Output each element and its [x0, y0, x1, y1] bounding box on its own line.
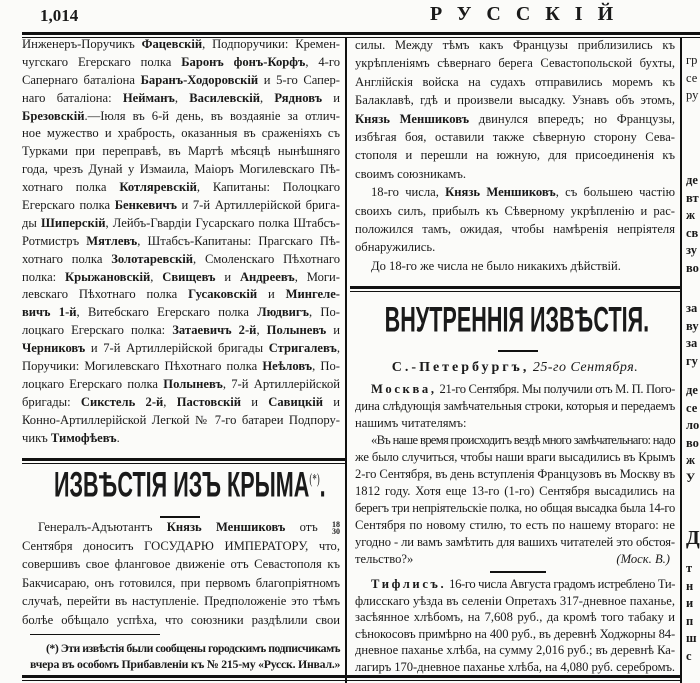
- dateline-city: С.-Петербургъ,: [391, 360, 530, 375]
- text-line: Поручики: Могилевскаго Пѣхотнаго полка Неѣловъ, По-: [22, 359, 341, 374]
- crimea-heading: [54, 465, 326, 505]
- bold-name: Золотаревскій: [111, 251, 193, 266]
- text-line: [355, 381, 675, 398]
- date-fraction: [332, 521, 340, 535]
- bold-name: Стригалевъ: [268, 341, 337, 356]
- fragment-text: с: [686, 648, 692, 663]
- bold-name: Пастовскій: [176, 394, 241, 409]
- fragment-text: за: [686, 301, 698, 315]
- text-line: избѣгая боя, оставили также сѣверную сторону Сева-: [355, 129, 675, 144]
- text-line: засѣянное хлѣбомъ, на 7,608 руб., да кромѣ того табаку и: [355, 610, 675, 624]
- fragment-text: св: [686, 225, 699, 240]
- text-line: Турками при переправѣ, въ Мартѣ мѣсяцѣ нынѣшняго: [22, 144, 340, 159]
- bold-name: Баранъ-Ходоровскій: [140, 72, 259, 87]
- fragment-text: ву: [686, 318, 699, 333]
- bold-name: Бенкевичъ: [114, 198, 177, 213]
- bottom-rule-thin: [22, 680, 682, 681]
- text-line: тельство?»: [355, 552, 414, 566]
- fragment-text: за: [686, 336, 698, 350]
- text-line: дина слѣдующія замѣчательныя строки, которыя и передаемъ: [355, 399, 675, 413]
- footnote: [30, 640, 340, 672]
- column-divider: [345, 38, 347, 683]
- fragment-text: и: [686, 596, 694, 610]
- crimea-continued: [355, 36, 675, 275]
- fragment-text: се: [686, 400, 698, 415]
- text-line: левскаго Пѣхотнаго полка Гусаковскій и Мингеле-: [22, 287, 340, 302]
- text-line: лоцкаго Егерскаго полка: Затаевичъ 2-й, Полыневъ и: [22, 323, 341, 338]
- heading-underline: [498, 350, 538, 352]
- city-tiflis: Тифлисъ.: [371, 577, 447, 591]
- bold-name: Нейманъ: [122, 90, 175, 105]
- fragment-text: п: [686, 613, 694, 628]
- text-line: [22, 518, 340, 537]
- bold-name: Князь Меншиковъ: [445, 185, 556, 200]
- text-line: Черниковъ и 7-й Артиллерійской бригады Стригалевъ,: [22, 341, 340, 356]
- adjacent-column-fragment: [686, 382, 699, 487]
- bold-name: Тимофѣевъ: [50, 430, 117, 445]
- text-line: вчера въ особомъ Прибавленіи къ № 215-му «Русск. Инвал.»: [30, 657, 341, 671]
- article-separator: [490, 571, 546, 573]
- text-line: сѣнокосовъ примѣрно на 400 руб., въ деревнѣ Ходжорны 84-: [355, 626, 676, 641]
- text-line: 18-го числа, Князь Меншиковъ, съ большею частію: [371, 185, 675, 200]
- moscow-first-line: 21-го Сентября. Мы получили отъ М. П. Пого-: [439, 382, 676, 396]
- bold-name: Полыневъ: [266, 323, 327, 338]
- text-line: стополя и перешли на южную, для присоединенія къ: [355, 148, 675, 163]
- adjacent-column-fragment: [686, 52, 698, 105]
- footnote-rule: [30, 634, 160, 635]
- fraction-bottom: 30: [332, 527, 340, 537]
- text-line: [355, 576, 675, 593]
- adjacent-column-fragment: [686, 300, 699, 370]
- text-line: хотнаго полка Золотаревскій, Смоленскаго Пѣхотнаго: [22, 251, 340, 266]
- domestic-heading: [384, 300, 650, 340]
- bold-name: Неѣловъ: [262, 359, 313, 374]
- text-line: болѣе обѣщало успѣха, что союзники раздѣлили свои: [22, 612, 340, 627]
- column-divider: [680, 38, 682, 683]
- text-line: чикъ Тимофѣевъ.: [22, 430, 120, 445]
- text-line: Ротмистръ Мятлевъ, Штабсъ-Капитаны: Прагскаго Пѣ-: [22, 233, 340, 248]
- text-line: Брезовскій.—Іюля въ 6-й день, въ воздаяніе за отлич-: [22, 108, 340, 123]
- awards-text: [22, 36, 340, 447]
- text-line: лоцкаго Егерскаго полка Полыневъ, 7-й Артиллерійской: [22, 376, 340, 391]
- header-rule: [22, 32, 700, 35]
- bold-name: Людвигъ: [257, 305, 309, 320]
- page-number: 1,014: [40, 6, 79, 25]
- section-rule: [350, 286, 680, 289]
- text-line: Сапернаго баталіона Баранъ-Ходоровскій и 5-го Сапер-: [22, 72, 340, 87]
- domestic-heading-text: ВНУТРЕННІЯ ИЗВѢСТІЯ: [384, 300, 644, 340]
- text-line: своимъ союзникамъ.: [355, 166, 467, 181]
- text-line: Сентября доноситъ ГОСУДАРЮ ИМПЕРАТОРУ, что,: [22, 538, 340, 553]
- fragment-text: гр: [686, 53, 698, 67]
- fraction-top: 18: [332, 520, 340, 530]
- adjacent-column-fragment: [686, 560, 697, 665]
- text-line: года, чрезъ Дунай у Измаила, Маіоръ Могилевскаго Пѣ-: [22, 162, 340, 177]
- domestic-news: [355, 381, 675, 568]
- fragment-text: ру: [686, 88, 699, 102]
- text-line: хотнаго полка Котляревскій, Капитаны: Полоцкаго: [22, 180, 340, 195]
- section-rule: [22, 458, 345, 461]
- text-line: Князь Меншиковъ двинулся впередъ; но Французы,: [355, 111, 675, 126]
- text-line: 2-го Сентября, въ день вступленія Французовъ въ Москву въ: [355, 467, 676, 481]
- text-line: бригады: Сикстель 2-й, Пастовскій и Савицкій и: [22, 394, 341, 409]
- text-line: нашимъ читателямъ:: [355, 416, 467, 430]
- text-line: Бакчисараю, онъ готовился, при первомъ благопріятномъ: [22, 575, 340, 590]
- crimea-first-line: Генералъ-Адъютантъ Князь Меншиковъ отъ: [38, 520, 318, 534]
- text-line: своихъ силъ, прибылъ къ Сѣверному укрѣпленію и рас-: [355, 203, 675, 218]
- quote-source: (Моск. В.): [616, 552, 670, 566]
- bold-name: Андреевъ: [239, 269, 295, 284]
- bottom-rule: [22, 675, 682, 678]
- fragment-text: де: [686, 383, 698, 397]
- text-line: же было случиться, чтобы наши враги высадились въ Крымъ: [355, 450, 676, 464]
- bold-name: Василевскій: [189, 90, 261, 105]
- footnote-mark: (*): [309, 471, 320, 488]
- tiflis-news: [355, 576, 675, 675]
- section-rule-thin: [350, 291, 680, 292]
- text-line: Егерскаго полка Бенкевичъ и 7-й Артиллерійской брига-: [22, 198, 340, 213]
- crimea-article: [22, 518, 340, 629]
- dateline-date: 25-го Сентября.: [532, 360, 639, 375]
- fragment-text: се: [686, 70, 698, 85]
- bold-name: Гусаковскій: [188, 287, 258, 302]
- text-line: лагиръ 170-дневное паханье хлѣба, на 4,080 руб. серебромъ.: [355, 659, 675, 674]
- text-line: (*) Эти извѣстія были сообщены городскимъ подписчикамъ: [46, 641, 340, 655]
- text-line: полка: Крыжановскій, Свищевъ и Андреевъ, Моги-: [22, 269, 340, 284]
- text-line: обнаружились.: [355, 240, 436, 255]
- fragment-text: н: [686, 578, 694, 593]
- bold-name: Мятлевъ: [86, 233, 138, 248]
- fragment-text: ж: [686, 453, 696, 467]
- fragment-text: У: [686, 470, 696, 485]
- fragment-text: Д: [686, 527, 700, 549]
- text-line: чугскаго Егерскаго полка Баронъ фонъ-Корфъ, 4-го: [22, 54, 340, 69]
- bold-name: Савицкій: [268, 394, 323, 409]
- text-line: ное мужество и храбрость, оказанныя въ сраженіяхъ съ: [22, 126, 340, 141]
- crimea-heading-text: ИЗВѢСТІЯ ИЗЪ КРЫМА: [54, 465, 310, 505]
- text-line: До 18-го же числа не было никакихъ дѣйствій.: [371, 258, 621, 273]
- text-line: Конно-Артиллерійской Легкой № 7-го батареи Подпору-: [22, 412, 340, 427]
- text-line: силы. Между тѣмъ какъ Французы приблизились къ: [355, 38, 675, 52]
- heading-period: .: [319, 465, 326, 505]
- text-line: Сентября по новому стилю, то есть по нашему втораго: не: [355, 518, 675, 532]
- fragment-text: во: [686, 260, 699, 275]
- fragment-text: ло: [686, 418, 700, 432]
- text-line: совершивъ свое фланговое движеніе отъ Севастополя къ: [22, 557, 340, 571]
- bold-name: Полыневъ: [163, 376, 223, 391]
- bold-name: Затаевичъ 2-й: [172, 323, 257, 338]
- fragment-text: ш: [686, 631, 697, 645]
- bold-name: Шиперскій: [40, 215, 106, 230]
- text-line: Балаклавѣ, гдѣ и произвели высадку. Узнавъ объ этомъ,: [355, 93, 675, 108]
- text-line: Инженеръ-Поручикъ Фацевскій, Подпоручики: Кремен-: [22, 37, 340, 51]
- bold-name: Котляревскій: [119, 180, 197, 195]
- bold-name: Баронъ фонъ-Корфъ: [181, 54, 306, 69]
- text-line: наго баталіона: Нейманъ, Василевскій, Рядновъ и: [22, 90, 341, 105]
- fragment-text: зу: [686, 243, 698, 257]
- bold-name: Сикстель 2-й: [80, 394, 164, 409]
- heading-period: .: [643, 300, 650, 340]
- fragment-text: т: [686, 561, 693, 575]
- adjacent-column-fragment: [686, 527, 700, 549]
- bold-name: Фацевскій: [141, 37, 203, 51]
- fragment-text: ж: [686, 208, 696, 222]
- bold-name: Князь Меншиковъ: [355, 111, 470, 126]
- text-line: укрѣпленіямъ сѣвернаго берега Севастопольской бухты,: [355, 56, 675, 71]
- fragment-text: во: [686, 435, 699, 450]
- bold-name: Черниковъ: [22, 341, 86, 356]
- bold-name: Брезовскій: [22, 108, 85, 123]
- city-moscow: Москва,: [371, 382, 437, 396]
- text-line: флисскаго уѣзда въ селеніи Опретахъ 317-дневное паханье,: [355, 593, 675, 608]
- text-line: «Въ наше время происходитъ вездѣ много замѣчательнаго: надо: [371, 433, 675, 447]
- text-line: 1812 году. Хотя еще 13-го (1-го) Сентября высадились на: [355, 484, 675, 498]
- text-line: дневное паханье хлѣба, на сумму 2,016 руб.; въ деревнѣ Ка-: [355, 643, 675, 657]
- bold-name: Мингеле-: [285, 287, 340, 302]
- bold-name: Рядновъ: [274, 90, 323, 105]
- bold-name: Свищевъ: [162, 269, 216, 284]
- text-line: угодно - ли вамъ замѣтить для вашихъ читателей это обстоя-: [355, 535, 675, 549]
- fragment-text: де: [686, 173, 698, 187]
- text-line: ды Шиперскій, Лейбъ-Гвардіи Гусарскаго полка Штабсъ-: [22, 215, 340, 230]
- section-rule-thin: [22, 463, 345, 464]
- newspaper-title: РУССКІЙ: [430, 3, 629, 25]
- text-line: вичъ 1-й, Витебскаго Егерскаго полка Людвигъ, По-: [22, 305, 340, 320]
- text-line: положился тамъ, ожидая, чтобы намѣренія непріятеля: [355, 221, 675, 236]
- text-line: берегъ три непріятельскіе полка, но общая высадка была 14-го: [355, 501, 675, 515]
- text-line: случаѣ, перейти въ наступленіе. Предположеніе это тѣмъ: [22, 594, 340, 608]
- bold-name: вичъ 1-й: [22, 305, 77, 320]
- fragment-text: вт: [686, 190, 699, 205]
- adjacent-column-fragment: [686, 172, 699, 277]
- bold-name: Крыжановскій: [65, 269, 151, 284]
- dateline: [352, 360, 678, 376]
- fragment-text: гу: [686, 353, 698, 368]
- bold-name: Князь Меншиковъ: [166, 520, 286, 534]
- text-line: Англійскія войска на судахъ отправились моремъ къ: [355, 74, 675, 89]
- tiflis-first-line: 16-го числа Августа градомъ истреблено Ти-: [449, 577, 676, 591]
